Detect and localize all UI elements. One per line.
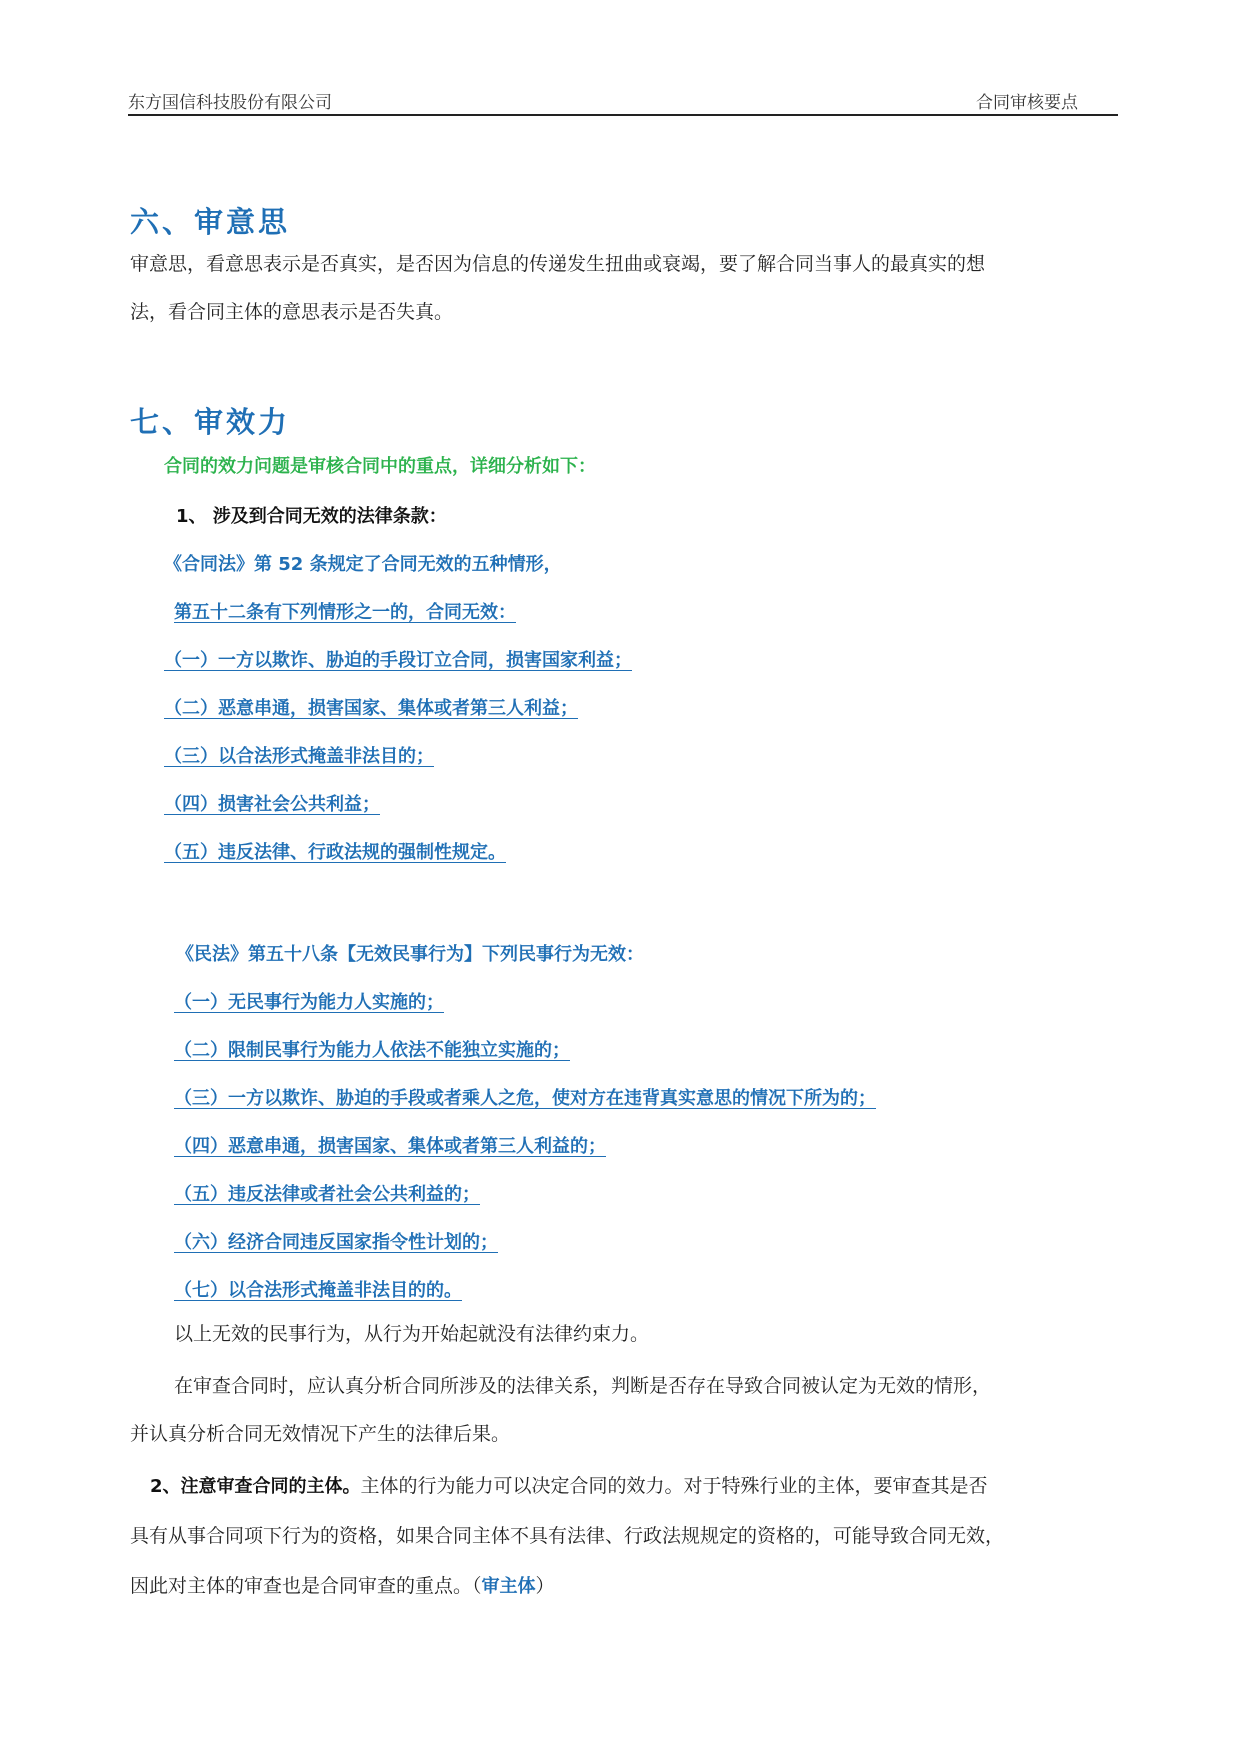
civil-law-item-2: （二）限制民事行为能力人依法不能独立实施的； bbox=[174, 1040, 570, 1061]
civil-law-item-1: （一）无民事行为能力人实施的； bbox=[174, 992, 444, 1013]
section7-item1: 1、 涉及到合同无效的法律条款： bbox=[176, 506, 447, 527]
page-header bbox=[128, 88, 1118, 116]
item2-rest: 主体的行为能力可以决定合同的效力。对于特殊行业的主体，要审查其是否 bbox=[360, 1475, 988, 1497]
contract-law-item-3: （三）以合法形式掩盖非法目的； bbox=[164, 746, 434, 767]
item2-bold: 2、注意审查合同的主体。 bbox=[150, 1476, 361, 1497]
civil-law-head: 《民法》第五十八条【无效民事行为】下列民事行为无效： bbox=[176, 944, 644, 965]
item2-line3-pre: 因此对主体的审查也是合同审查的重点。（ bbox=[130, 1575, 482, 1597]
civil-law-item-6: （六）经济合同违反国家指令性计划的； bbox=[174, 1232, 498, 1253]
section6-line2: 法，看合同主体的意思表示是否失真。 bbox=[130, 301, 454, 323]
section6-line1: 审意思，看意思表示是否真实，是否因为信息的传递发生扭曲或衰竭，要了解合同当事人的最真实的想 bbox=[130, 253, 986, 275]
contract-law-head: 第五十二条有下列情形之一的，合同无效： bbox=[174, 602, 516, 623]
item2-line1 bbox=[150, 1462, 988, 1511]
section7-title: 七、审效力 bbox=[130, 405, 291, 439]
header-company: 东方国信科技股份有限公司 bbox=[128, 93, 332, 113]
contract-law-item-5: （五）违反法律、行政法规的强制性规定。 bbox=[164, 842, 506, 863]
civil-law-item-7: （七）以合法形式掩盖非法目的的。 bbox=[174, 1280, 462, 1301]
note-invalid-acts: 以上无效的民事行为，从行为开始起就没有法律约束力。 bbox=[174, 1323, 650, 1345]
civil-law-item-4: （四）恶意串通，损害国家、集体或者第三人利益的； bbox=[174, 1136, 606, 1157]
subject-review-link[interactable]: 审主体 bbox=[481, 1576, 536, 1597]
header-doc-title: 合同审核要点 bbox=[976, 93, 1078, 113]
contract-law-item-2: （二）恶意串通，损害国家、集体或者第三人利益； bbox=[164, 698, 578, 719]
contract-law-item-1: （一）一方以欺诈、胁迫的手段订立合同，损害国家利益； bbox=[164, 650, 632, 671]
section6-title: 六、审意思 bbox=[130, 205, 291, 239]
contract-law-item-4: （四）损害社会公共利益； bbox=[164, 794, 380, 815]
contract-law-lead: 《合同法》第 52 条规定了合同无效的五种情形， bbox=[164, 554, 562, 575]
civil-law-item-5: （五）违反法律或者社会公共利益的； bbox=[174, 1184, 480, 1205]
item2-line2: 具有从事合同项下行为的资格，如果合同主体不具有法律、行政法规规定的资格的，可能导致合同无效， bbox=[130, 1525, 1005, 1547]
section7-intro: 合同的效力问题是审核合同中的重点，详细分析如下： bbox=[164, 456, 596, 477]
note-review-line1: 在审查合同时，应认真分析合同所涉及的法律关系，判断是否存在导致合同被认定为无效的情形， bbox=[174, 1375, 992, 1397]
civil-law-item-3: （三）一方以欺诈、胁迫的手段或者乘人之危，使对方在违背真实意思的情况下所为的； bbox=[174, 1088, 876, 1109]
item2-line3 bbox=[130, 1562, 555, 1611]
note-review-line2: 并认真分析合同无效情况下产生的法律后果。 bbox=[130, 1423, 511, 1445]
item2-line3-post: ） bbox=[535, 1575, 555, 1597]
